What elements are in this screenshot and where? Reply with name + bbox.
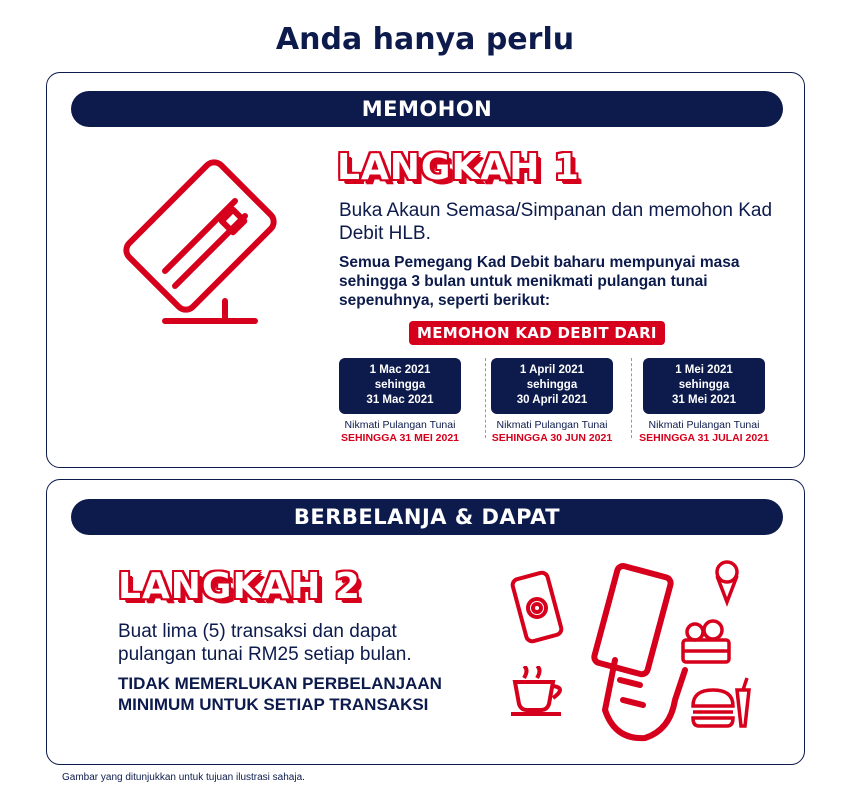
period-connector: sehingga — [374, 379, 426, 391]
grocery-basket-icon — [677, 618, 737, 668]
coffee-cup-icon — [509, 666, 579, 716]
divider — [631, 358, 632, 438]
period-box — [339, 358, 461, 414]
period-start: 1 April 2021 — [519, 364, 585, 376]
period-connector: sehingga — [526, 379, 578, 391]
cashback-until: SEHINGGA 31 JULAI 2021 — [639, 432, 769, 444]
cashback-until: SEHINGGA 30 JUN 2021 — [491, 432, 613, 444]
step-2-label: LANGKAH 2 — [118, 566, 361, 607]
period-caption — [639, 419, 769, 445]
spend-panel — [46, 479, 805, 765]
period-start: 1 Mac 2021 — [369, 364, 431, 376]
period-end: 31 Mac 2021 — [366, 394, 434, 406]
period-box — [643, 358, 765, 414]
period-end: 31 Mei 2021 — [672, 394, 736, 406]
step-1-description: Buka Akaun Semasa/Simpanan dan memohon Kad Debit HLB. — [339, 200, 773, 244]
cashback-caption: Nikmati Pulangan Tunai — [496, 419, 608, 431]
divider — [485, 358, 486, 438]
apply-panel — [46, 72, 805, 468]
apply-period-ribbon: MEMOHON KAD DEBIT DARI — [409, 321, 665, 345]
period-box — [491, 358, 613, 414]
step-1-detail: Semua Pemegang Kad Debit baharu mempunyai masa sehingga 3 bulan untuk menikmati pulangan tunai sepenuhnya, seperti berikut: — [339, 254, 740, 309]
page-title: Anda hanya perlu — [275, 22, 575, 57]
period-start: 1 Mei 2021 — [675, 364, 733, 376]
period-connector: sehingga — [678, 379, 730, 391]
footnote: Gambar yang ditunjukkan untuk tujuan ilustrasi sahaja. — [62, 772, 305, 783]
period-caption — [335, 419, 465, 445]
cashback-caption: Nikmati Pulangan Tunai — [344, 419, 456, 431]
fast-food-icon — [687, 676, 757, 736]
period-caption — [487, 419, 617, 445]
step-2-description: Buat lima (5) transaksi dan dapat pulangan tunai RM25 setiap bulan. — [118, 621, 412, 665]
period-end: 30 April 2021 — [516, 394, 588, 406]
step-1-label: LANGKAH 1 — [337, 147, 580, 188]
step-2-emphasis: TIDAK MEMERLUKAN PERBELANJAAN MINIMUM UNTUK SETIAP TRANSAKSI — [118, 674, 442, 714]
cashback-caption: Nikmati Pulangan Tunai — [648, 419, 760, 431]
credit-card-icon — [105, 151, 305, 351]
cashback-until: SEHINGGA 31 MEI 2021 — [340, 432, 460, 444]
section-header-spend: BERBELANJA & DAPAT — [71, 499, 783, 535]
section-header-apply: MEMOHON — [71, 91, 783, 127]
ice-cream-icon — [707, 558, 747, 608]
phone-icon — [509, 570, 569, 650]
